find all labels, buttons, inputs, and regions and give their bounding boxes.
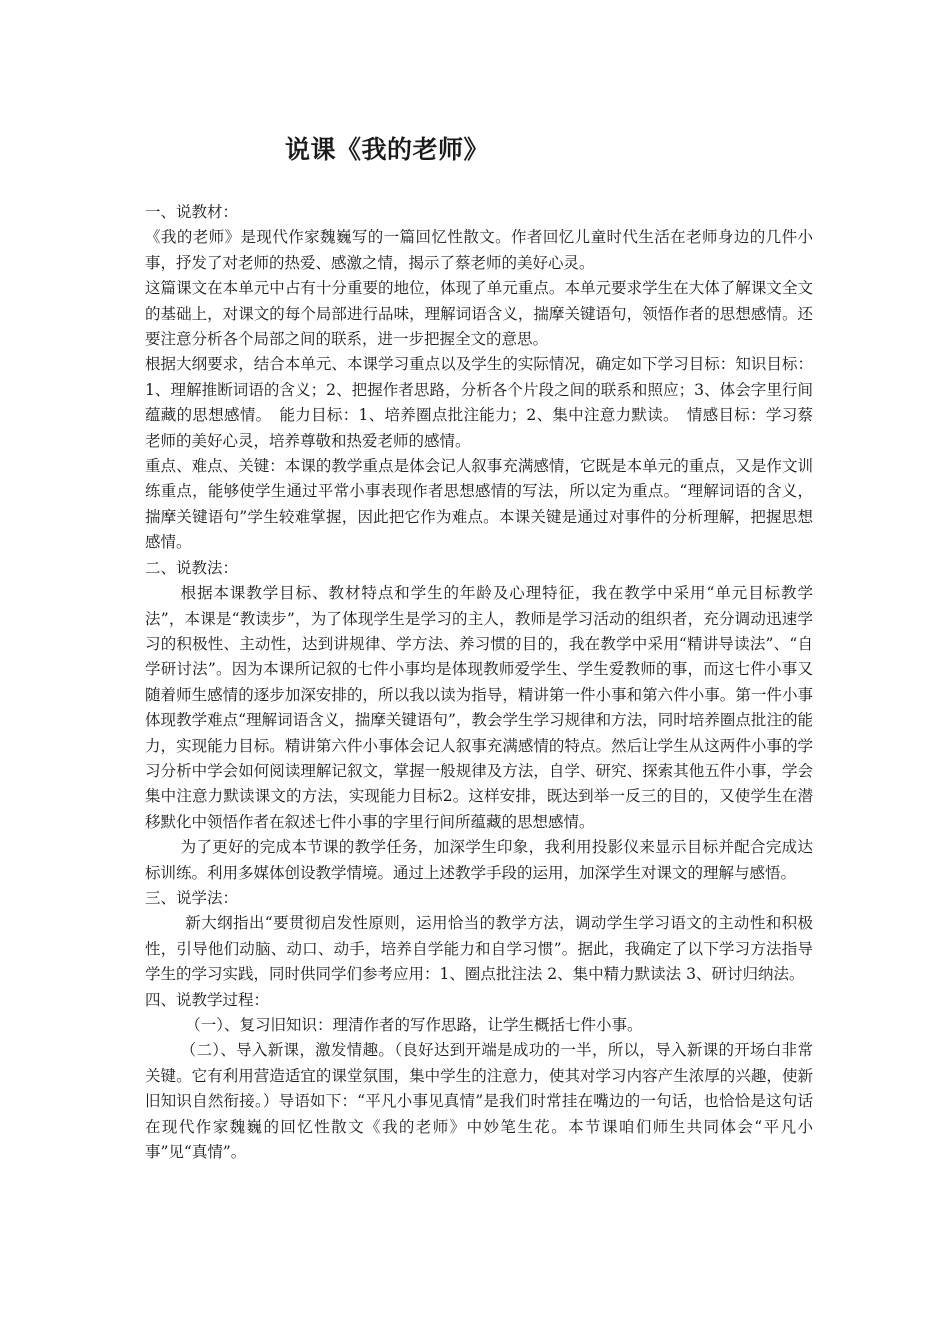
paragraph: 根据大纲要求，结合本单元、本课学习重点以及学生的实际情况，确定如下学习目标：知识目标：1、理解推断词语的含义；2、把握作者思路，分析各个片段之间的联系和照应；3、体会字里行间蕴藏的思想感情。 能力目标：1、培养圈点批注能力；2、集中注意力默读。 情感目标：学习蔡老师的美好心灵，培养尊敬和热爱老师的感情。 [145, 355, 813, 450]
section-heading-teaching-method: 二、说教法： [145, 558, 239, 577]
paragraph: 重点、难点、关键：本课的教学重点是体会记人叙事充满感情，它既是本单元的重点，又是作文训练重点，能够使学生通过平常小事表现作者思想感情的写法，所以定为重点。“理解词语的含义，揣摩关键语句”学生较难掌握，因此把它作为难点。本课关键是通过对事件的分析理解，把握思想感情。 [145, 457, 813, 552]
section-heading-teaching-process: 四、说教学过程： [145, 990, 270, 1009]
section-heading-textbook: 一、说教材： [145, 203, 239, 221]
paragraph: （二）、导入新课，激发情趣。（良好达到开端是成功的一半，所以，导入新课的开场白非常关键。它有利用营造适宜的课堂氛围，集中学生的注意力，使其对学习内容产生浓厚的兴趣，使新旧知识自然衔接。）导语如下：“平凡小事见真情”是我们时常挂在嘴边的一句话，也恰恰是这句话在现代作家魏巍的回忆性散文《我的老师》中妙笔生花。本节课咱们师生共同体会“平凡小事”见“真情”。 [145, 1041, 813, 1162]
paragraph: 这篇课文在本单元中占有十分重要的地位，体现了单元重点。本单元要求学生在大体了解课文全文的基础上，对课文的每个局部进行品味，理解词语含义，揣摩关键语句，领悟作者的思想感情。还要注意分析各个局部之间的联系，进一步把握全文的意思。 [145, 279, 813, 349]
paragraph: 为了更好的完成本节课的教学任务，加深学生印象，我利用投影仪来显示目标并配合完成达标训练。利用多媒体创设教学情境。通过上述教学手段的运用，加深学生对课文的理解与感悟。 [145, 838, 813, 882]
paragraph: 新大纲指出“要贯彻启发性原则，运用恰当的教学方法，调动学生学习语文的主动性和积极性，引导他们动脑、动口、动手，培养自学能力和自学习惯”。据此，我确定了以下学习方法指导学生的学习实践，同时供同学们参考应用：1、圈点批注法 2、集中精力默读法 3、研讨归纳法。 [145, 914, 813, 984]
document-body [145, 200, 813, 1165]
document-title: 说课《我的老师》 [285, 135, 490, 164]
paragraph: 《我的老师》是现代作家魏巍写的一篇回忆性散文。作者回忆儿童时代生活在老师身边的几件小事，抒发了对老师的热爱、感激之情，揭示了蔡老师的美好心灵。 [145, 228, 813, 272]
section-heading-learning-method: 三、说学法： [145, 888, 239, 907]
paragraph: （一）、复习旧知识：理清作者的写作思路，让学生概括七件小事。 [185, 1016, 643, 1034]
paragraph: 根据本课教学目标、教材特点和学生的年龄及心理特征，我在教学中采用“单元目标教学法”，本课是“教读步”，为了体现学生是学习的主人，教师是学习活动的组织者，充分调动迅速学习的积极性、主动性，达到讲规律、学方法、养习惯的目的，我在教学中采用“精讲导读法”、“自学研讨法”。因为本课所记叙的七件小事均是体现教师爱学生、学生爱教师的事，而这七件小事又随着师生感情的逐步加深安排的，所以我以读为指导，精讲第一件小事和第六件小事。第一件小事体现教学难点“理解词语含义，揣摩关键语句”，教会学生学习规律和方法，同时培养圈点批注的能力，实现能力目标。精讲第六件小事体会记人叙事充满感情的特点。然后让学生从这两件小事的学习分析中学会如何阅读理解记叙文，掌握一般规律及方法，自学、研究、探索其他五件小事，学会集中注意力默读课文的方法，实现能力目标2。这样安排，既达到举一反三的目的，又使学生在潜移默化中领悟作者在叙述七件小事的字里行间所蕴藏的思想感情。 [145, 584, 813, 831]
